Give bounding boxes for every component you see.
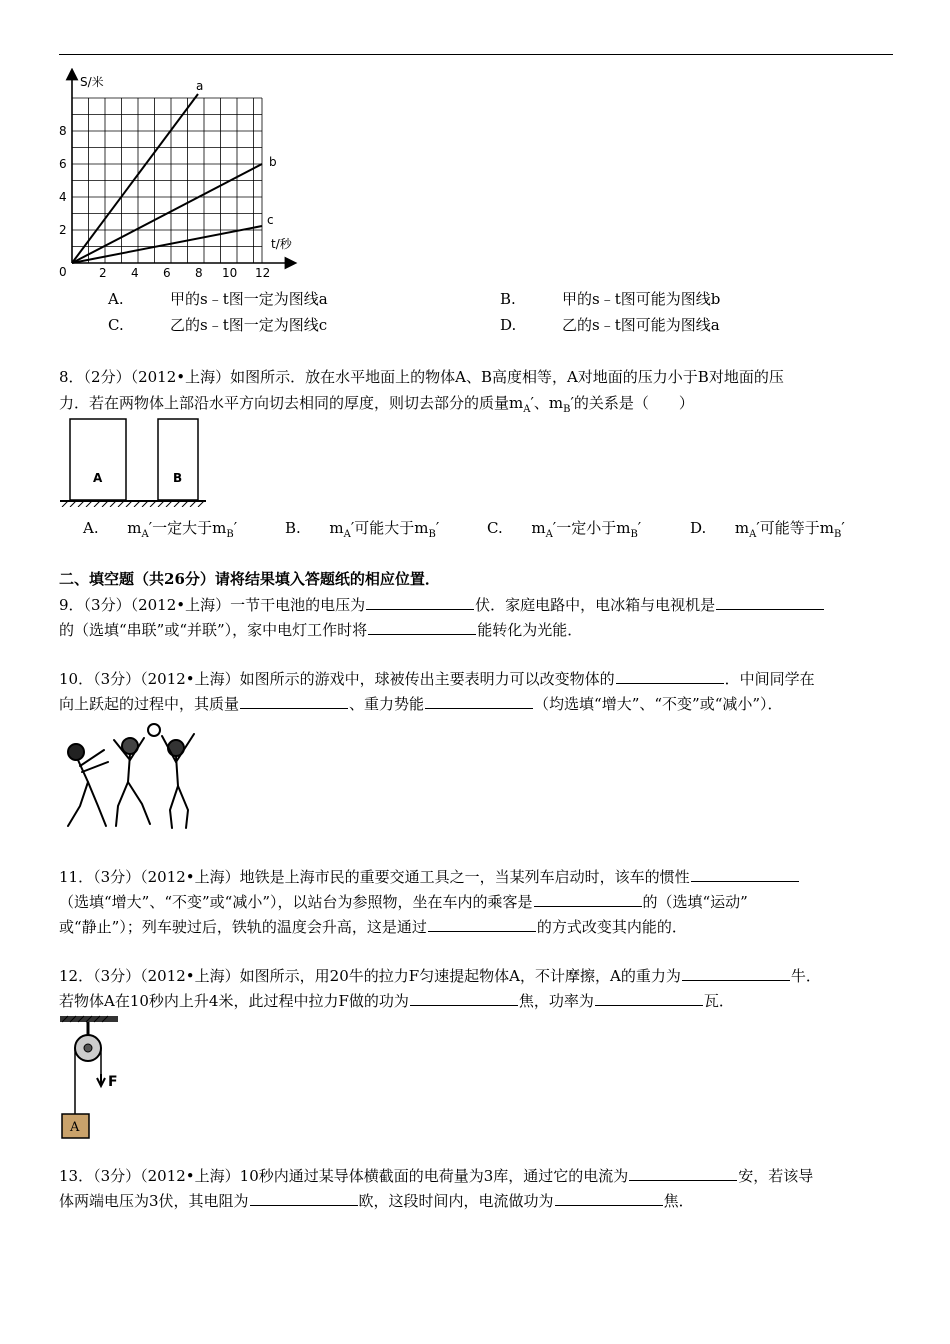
answer-blank[interactable] [368,619,476,635]
block-a-label: A [70,1120,80,1135]
answer-blank[interactable] [240,693,348,709]
y-tick-label: 2 [59,223,67,237]
q11-line-1: 11．（3分）（2012•上海）地铁是上海市民的重要交通工具之一，当某列车启动时，该车的惯性 [59,866,899,887]
blocks-figure [58,415,210,507]
pulley-figure [58,1014,128,1142]
q13-line-2: 体两端电压为3伏，其电阻为 欧，这段时间内，电流做功为 焦． [59,1192,694,1210]
q13-line-1: 13．（3分）（2012•上海）10秒内通过某导体横截面的电荷量为3库，通过它的电流为 安，若该导 [59,1167,814,1185]
y-tick-label: 8 [59,124,67,138]
q7-option-d [500,315,720,335]
graph-line-a [72,94,198,263]
q8-option-a: A. $m_A'$一定大于$m_B'$ [83,519,238,540]
origin-label: 0 [59,265,67,279]
force-label: F [108,1074,118,1090]
block-b-label: B [173,471,183,485]
answer-blank[interactable] [428,916,536,932]
section-heading: 二、填空题（共26分）请将结果填入答题纸的相应位置． [59,570,440,588]
force-arrow [97,1074,105,1086]
q10-line-1: 10．（3分）（2012•上海）如图所示的游戏中，球被传出主要表明力可以改变物体的 ．中间同学在 [59,670,815,688]
x-tick-label: 10 [222,266,238,280]
answer-blank[interactable] [616,668,724,684]
x-axis-label: t/秒 [271,237,292,251]
q9-line-2: 的（选填“串联”或“并联”），家中电灯工作时将 能转化为光能． [59,621,583,639]
q8-option-d: D. $m_A'$可能等于$m_B'$ [690,519,845,540]
block-b [158,419,198,500]
line-label-b: b [269,155,277,169]
q7-option-b [500,289,720,309]
q11-line-2: （选填“增大”、“不变”或“减小”），以站台为参照物，坐在车内的乘客是 的（选填“运动” [59,893,748,911]
answer-blank[interactable] [425,693,533,709]
st-graph [55,68,315,283]
answer-blank[interactable] [534,891,642,907]
option-text: 乙的s﹣t图一定为图线c [170,316,328,334]
option-letter: C. [108,316,124,334]
q8-line-2: 力．若在两物体上部沿水平方向切去相同的厚度，则切去部分的质量$m_A'$、$m_B'$的关系是（ ） [59,394,694,415]
answer-blank[interactable] [595,990,703,1006]
answer-blank[interactable] [716,594,824,610]
graph-grid [72,98,262,263]
q7-option-c [108,315,327,335]
answer-blank[interactable] [250,1190,358,1206]
answer-blank[interactable] [691,866,799,882]
x-tick-label: 4 [131,266,139,280]
q9-line-1: 9．（3分）（2012•上海）一节干电池的电压为 伏．家庭电路中，电冰箱与电视机是 [59,594,899,615]
header-rule [59,54,893,55]
option-text: 乙的s﹣t图可能为图线a [562,316,720,334]
y-tick-label: 4 [59,190,67,204]
q10-line-2: 向上跃起的过程中，其质量 、重力势能 （均选填“增大”、“不变”或“减小”）． [59,695,783,713]
option-text: 甲的s﹣t图一定为图线a [170,290,328,308]
q12-line-1: 12．（3分）（2012•上海）如图所示，用20牛的拉力F匀速提起物体A，不计摩擦，A的重力为 牛． [59,967,821,985]
block-a [70,419,126,500]
q12-line-2: 若物体A在10秒内上升4米，此过程中拉力F做的功为 焦，功率为 瓦． [59,992,734,1010]
answer-blank[interactable] [629,1165,737,1181]
block-a-label: A [93,471,103,485]
x-tick-label: 8 [195,266,203,280]
q7-option-a [108,289,328,309]
option-letter: B. [500,290,516,308]
option-text: 甲的s﹣t图可能为图线b [562,290,721,308]
line-label-a: a [196,79,204,93]
q8-option-b: B. $m_A'$可能大于$m_B'$ [285,519,440,540]
option-letter: D. [500,316,517,334]
ball-game-figure [58,722,208,834]
q8-line-1: 8．（2分）（2012•上海）如图所示．放在水平地面上的物体A、B高度相等，A对地面的压力小于B对地面的压 [59,368,784,386]
line-label-c: c [267,213,274,227]
x-tick-label: 2 [99,266,107,280]
y-axis-label: S/米 [80,75,104,89]
answer-blank[interactable] [682,965,790,981]
answer-blank[interactable] [555,1190,663,1206]
q8-option-c: C. $m_A'$一定小于$m_B'$ [487,519,642,540]
answer-blank[interactable] [366,594,474,610]
option-letter: A. [108,290,124,308]
x-tick-label: 12 [255,266,271,280]
answer-blank[interactable] [410,990,518,1006]
y-tick-label: 6 [59,157,67,171]
graph-line-c [72,226,262,263]
x-tick-label: 6 [163,266,171,280]
q11-line-3: 或“静止”）；列车驶过后，铁轨的温度会升高，这是通过 的方式改变其内能的． [59,918,687,936]
